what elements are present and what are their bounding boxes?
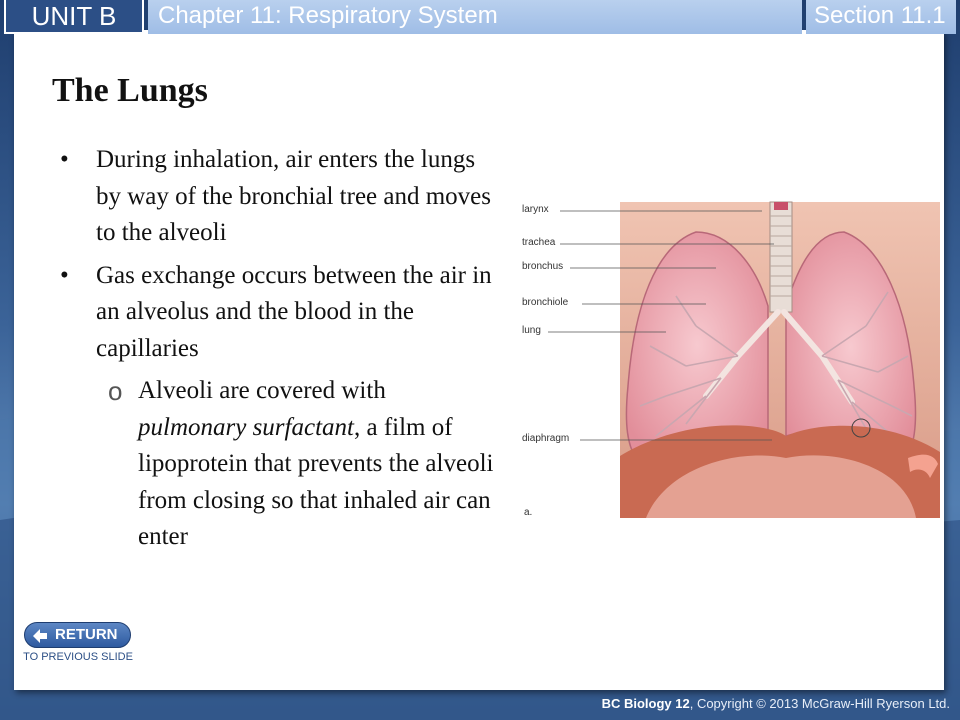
label-larynx: larynx — [522, 204, 549, 215]
return-subtext: TO PREVIOUS SLIDE — [23, 651, 133, 663]
return-button[interactable] — [24, 622, 131, 648]
bullet-item — [60, 258, 500, 368]
section-tab: Section 11.1 — [806, 0, 956, 34]
figure-panel-letter: a. — [524, 507, 533, 518]
chapter-tab: Chapter 11: Respiratory System — [148, 0, 802, 34]
label-bronchiole: bronchiole — [522, 297, 569, 308]
copyright-text: , Copyright © 2013 McGraw-Hill Ryerson Ltd. — [689, 696, 950, 711]
bullet-list — [60, 142, 500, 556]
label-lung: lung — [522, 325, 541, 336]
bullet-text: During inhalation, air enters the lungs by way of the bronchial tree and moves to the alveoli — [96, 146, 492, 246]
sub-bullet-text-after: , a film of lipoprotein that prevents the alveoli from closing so that inhaled air can enter — [138, 413, 494, 550]
unit-tab: UNIT B — [4, 0, 144, 34]
copyright-footer — [560, 696, 950, 711]
label-bronchus: bronchus — [522, 261, 564, 272]
bullet-dot-icon: • — [60, 146, 69, 173]
label-diaphragm: diaphragm — [522, 433, 570, 444]
bullet-text: Gas exchange occurs between the air in an alveolus and the blood in the capillaries — [96, 261, 492, 362]
lungs-drawing — [516, 196, 940, 526]
bullet-item — [60, 142, 500, 252]
lung-illustration — [516, 196, 940, 526]
return-arrow-icon — [31, 627, 49, 645]
circle-bullet-icon: o — [108, 376, 123, 406]
label-trachea: trachea — [522, 237, 556, 248]
bullet-dot-icon: • — [60, 261, 69, 289]
return-button-label: RETURN — [55, 626, 118, 643]
sub-bullet-item — [60, 373, 500, 556]
sub-bullet-text-before: Alveoli are covered with — [138, 377, 386, 404]
sub-bullet-italic: pulmonary surfactant — [138, 413, 354, 441]
page-title: The Lungs — [52, 72, 208, 109]
book-title: BC Biology 12 — [601, 696, 690, 711]
